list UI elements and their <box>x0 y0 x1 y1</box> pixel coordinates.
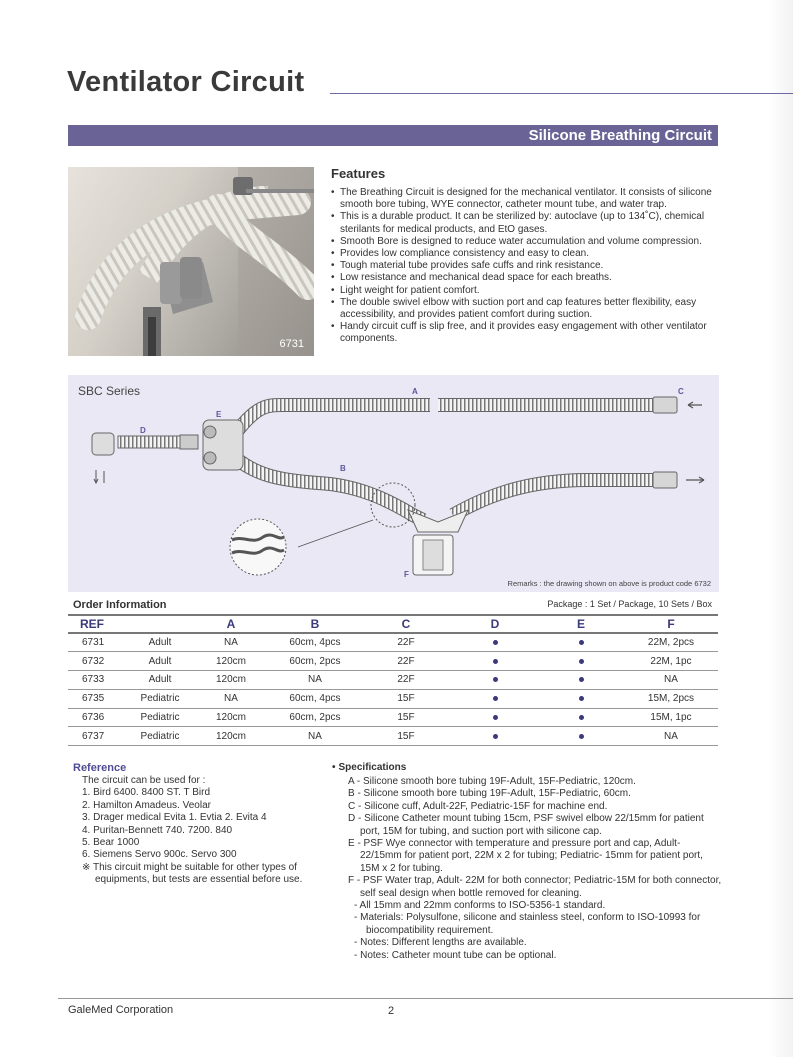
table-row <box>68 671 718 690</box>
page-number: 2 <box>388 1005 395 1017</box>
cell-e <box>538 652 624 671</box>
feature-item: • Light weight for patient comfort. <box>331 285 721 297</box>
section-band <box>68 125 718 146</box>
diagram-label-d: D <box>140 426 146 435</box>
circuit-drawing <box>68 375 719 592</box>
cell-f: 22M, 1pc <box>624 652 718 671</box>
cell-d <box>452 633 538 652</box>
cell-e <box>538 708 624 727</box>
reference-item: 5. Bear 1000 <box>82 837 140 849</box>
feature-item: • This is a durable product. It can be sterilized by: autoclave (up to 134˚C), chemical sterilants for medical products, and EtO gases. <box>331 211 721 235</box>
diagram-title: SBC Series <box>78 384 141 398</box>
included-dot-icon <box>493 734 498 739</box>
section-subtitle: Silicone Breathing Circuit <box>528 127 712 144</box>
cell-c: 22F <box>360 652 452 671</box>
table-row <box>68 708 718 727</box>
cell-ref: 6736 <box>68 708 128 727</box>
included-dot-icon <box>579 640 584 645</box>
cell-type: Pediatric <box>128 689 192 708</box>
cell-f: NA <box>624 671 718 690</box>
table-row <box>68 652 718 671</box>
reference-item: 2. Hamilton Amadeus. Veolar <box>82 799 211 811</box>
diagram-remark: Remarks : the drawing shown on above is product code 6732 <box>507 579 711 588</box>
cell-type: Adult <box>128 633 192 652</box>
cell-e <box>538 671 624 690</box>
feature-item: • The double swivel elbow with suction port and cap features better flexibility, easy accessibility, and provides patient comfort during suction. <box>331 297 721 321</box>
features-heading: Features <box>331 166 386 181</box>
col-header-c: C <box>360 615 452 633</box>
features-section <box>331 166 721 346</box>
spec-item: A - Silicone smooth bore tubing 19F-Adult, 15F-Pediatric, 120cm. <box>348 776 636 787</box>
cell-d <box>452 689 538 708</box>
cell-f: 15M, 1pc <box>624 708 718 727</box>
table-header-row <box>68 615 718 633</box>
breathing-circuit-photo <box>68 167 314 356</box>
features-list <box>331 187 721 346</box>
order-table <box>68 614 718 746</box>
included-dot-icon <box>579 734 584 739</box>
cell-type: Pediatric <box>128 708 192 727</box>
cell-type: Adult <box>128 671 192 690</box>
cell-b: 60cm, 4pcs <box>270 633 360 652</box>
cell-e <box>538 727 624 746</box>
cell-type: Adult <box>128 652 192 671</box>
col-header-f: F <box>624 615 718 633</box>
diagram-label-c: C <box>678 387 684 396</box>
table-row <box>68 633 718 652</box>
cell-c: 15F <box>360 727 452 746</box>
cell-c: 15F <box>360 689 452 708</box>
col-header-type <box>128 615 192 633</box>
cell-type: Pediatric <box>128 727 192 746</box>
reference-item: 4. Puritan-Bennett 740. 7200. 840 <box>82 824 233 836</box>
cell-f: 22M, 2pcs <box>624 633 718 652</box>
specifications-heading: • Specifications <box>332 762 724 773</box>
reference-item: 6. Siemens Servo 900c. Servo 300 <box>82 849 237 861</box>
included-dot-icon <box>579 659 584 664</box>
cell-c: 22F <box>360 671 452 690</box>
spec-item: C - Silicone cuff, Adult-22F, Pediatric-15F for machine end. <box>348 800 608 812</box>
cell-c: 15F <box>360 708 452 727</box>
cell-a: 120cm <box>192 652 270 671</box>
specifications-list <box>332 776 724 962</box>
feature-item: • Low resistance and mechanical dead space for each breaths. <box>331 272 721 284</box>
cell-d <box>452 671 538 690</box>
spec-item: E - PSF Wye connector with temperature and pressure port and cap, Adult- 22/15mm for patient port, 22M x 2 for tubing; Pediatric- 15mm for patient port, 15M x 2 for tubing. <box>348 838 703 874</box>
col-header-b: B <box>270 615 360 633</box>
spec-note: - All 15mm and 22mm conforms to ISO-5356-1 standard. <box>354 900 606 912</box>
diagram-label-b: B <box>340 464 346 473</box>
cell-ref: 6732 <box>68 652 128 671</box>
included-dot-icon <box>493 659 498 664</box>
cell-c: 22F <box>360 633 452 652</box>
reference-item: 3. Drager medical Evita 1. Evtia 2. Evita 4 <box>82 812 267 824</box>
spec-note: - Notes: Different lengths are available. <box>354 937 527 949</box>
cell-d <box>452 727 538 746</box>
feature-item: • Handy circuit cuff is slip free, and it provides easy engagement with other ventilator components. <box>331 321 721 345</box>
cell-b: 60cm, 2pcs <box>270 652 360 671</box>
included-dot-icon <box>493 696 498 701</box>
feature-item: • Tough material tube provides safe cuffs and rink resistance. <box>331 260 721 272</box>
cell-ref: 6737 <box>68 727 128 746</box>
reference-note: ※ This circuit might be suitable for other types of equipments, but tests are essential before use. <box>82 861 303 886</box>
included-dot-icon <box>579 696 584 701</box>
cell-d <box>452 708 538 727</box>
reference-section <box>73 762 323 887</box>
included-dot-icon <box>579 715 584 720</box>
cell-ref: 6731 <box>68 633 128 652</box>
cell-e <box>538 689 624 708</box>
cell-a: 120cm <box>192 727 270 746</box>
cell-d <box>452 652 538 671</box>
included-dot-icon <box>493 640 498 645</box>
page-title: Ventilator Circuit <box>67 66 305 98</box>
cell-e <box>538 633 624 652</box>
reference-intro: The circuit can be used for : <box>82 775 206 786</box>
reference-list <box>73 787 323 861</box>
feature-item: • Provides low compliance consistency and easy to clean. <box>331 248 721 260</box>
photo-product-code: 6731 <box>279 338 304 350</box>
cell-b: 60cm, 4pcs <box>270 689 360 708</box>
cell-ref: 6735 <box>68 689 128 708</box>
cell-b: NA <box>270 727 360 746</box>
col-header-e: E <box>538 615 624 633</box>
reference-heading: Reference <box>73 762 127 774</box>
reference-item: 1. Bird 6400. 8400 ST. T Bird <box>82 787 211 799</box>
specifications-section <box>332 762 724 962</box>
cell-f: 15M, 2pcs <box>624 689 718 708</box>
col-header-ref: REF <box>68 615 128 633</box>
page-edge-shade <box>769 0 793 1057</box>
circuit-diagram <box>68 375 719 592</box>
cell-a: NA <box>192 633 270 652</box>
table-row <box>68 689 718 708</box>
cell-b: NA <box>270 671 360 690</box>
spec-item: B - Silicone smooth bore tubing 19F-Adult, 15F-Pediatric, 60cm. <box>348 788 631 800</box>
cell-f: NA <box>624 727 718 746</box>
cell-a: 120cm <box>192 671 270 690</box>
diagram-label-f: F <box>404 570 409 579</box>
included-dot-icon <box>493 715 498 720</box>
spec-note: - Materials: Polysulfone, silicone and stainless steel, conform to ISO-10993 for biocompatibility requirement. <box>354 912 701 936</box>
diagram-label-a: A <box>412 387 418 396</box>
spec-note: - Notes: Catheter mount tube can be optional. <box>354 949 557 961</box>
included-dot-icon <box>493 677 498 682</box>
footer-company: GaleMed Corporation <box>68 1004 174 1016</box>
included-dot-icon <box>579 677 584 682</box>
package-info: Package : 1 Set / Package, 10 Sets / Box <box>547 599 712 609</box>
feature-item: • Smooth Bore is designed to reduce water accumulation and volume compression. <box>331 236 721 248</box>
cell-a: NA <box>192 689 270 708</box>
cell-ref: 6733 <box>68 671 128 690</box>
cell-a: 120cm <box>192 708 270 727</box>
product-photo <box>68 167 314 356</box>
col-header-a: A <box>192 615 270 633</box>
cell-b: 60cm, 2pcs <box>270 708 360 727</box>
table-row <box>68 727 718 746</box>
order-info-title: Order Information <box>73 599 167 611</box>
title-rule <box>330 93 793 94</box>
col-header-d: D <box>452 615 538 633</box>
diagram-label-e: E <box>216 410 222 419</box>
spec-item: F - PSF Water trap, Adult- 22M for both connector; Pediatric-15M for both connector, self seal design when bottle removed for cleaning. <box>348 875 722 899</box>
feature-item: • The Breathing Circuit is designed for the mechanical ventilator. It consists of silicone smooth bore tubing, WYE connector, catheter mount tube, and water trap. <box>331 187 721 211</box>
spec-item: D - Silicone Catheter mount tubing 15cm, PSF swivel elbow 22/15mm for patient port, 15M for tubing, and suction port with silicone cap. <box>348 813 704 837</box>
footer-rule <box>58 998 793 999</box>
